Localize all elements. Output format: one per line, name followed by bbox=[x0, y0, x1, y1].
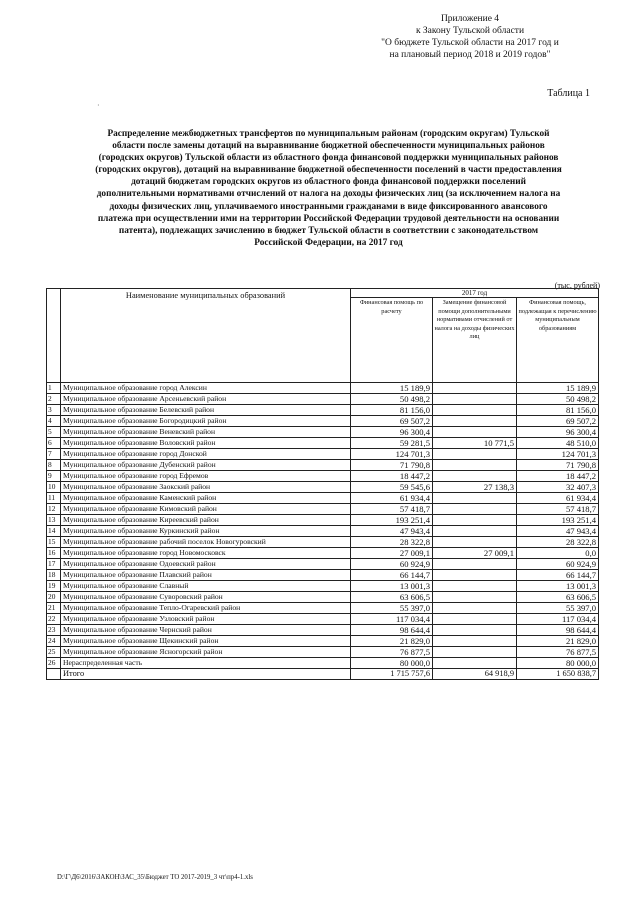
value-transfer: 66 144,7 bbox=[517, 570, 599, 581]
value-calculated: 55 397,0 bbox=[351, 603, 433, 614]
value-calculated: 28 322,8 bbox=[351, 537, 433, 548]
value-replacement bbox=[433, 515, 517, 526]
value-calculated: 50 498,2 bbox=[351, 394, 433, 405]
table-row bbox=[47, 559, 599, 570]
row-index: 22 bbox=[47, 614, 61, 625]
table-row bbox=[47, 515, 599, 526]
value-calculated: 76 877,5 bbox=[351, 647, 433, 658]
column-c-header: Финансовая помощь, подлежащая к перечислению муниципальным образованиям bbox=[517, 298, 599, 383]
municipality-name: Муниципальное образование Богородицкий район bbox=[61, 416, 351, 427]
row-index: 26 bbox=[47, 658, 61, 669]
value-calculated: 59 281,5 bbox=[351, 438, 433, 449]
table-row bbox=[47, 504, 599, 515]
table-row bbox=[47, 647, 599, 658]
table-row bbox=[47, 416, 599, 427]
total-replacement: 64 918,9 bbox=[433, 669, 517, 680]
table-row bbox=[47, 383, 599, 394]
municipality-name: Муниципальное образование Тепло-Огаревский район bbox=[61, 603, 351, 614]
row-index: 6 bbox=[47, 438, 61, 449]
table-row bbox=[47, 526, 599, 537]
value-calculated: 59 545,6 bbox=[351, 482, 433, 493]
value-replacement bbox=[433, 559, 517, 570]
row-index: 13 bbox=[47, 515, 61, 526]
table-row bbox=[47, 460, 599, 471]
year-header: 2017 год bbox=[351, 289, 599, 298]
value-transfer: 48 510,0 bbox=[517, 438, 599, 449]
row-index: 15 bbox=[47, 537, 61, 548]
value-calculated: 193 251,4 bbox=[351, 515, 433, 526]
municipality-name: Муниципальное образование Узловский район bbox=[61, 614, 351, 625]
value-calculated: 18 447,2 bbox=[351, 471, 433, 482]
document-title bbox=[56, 128, 601, 249]
value-calculated: 60 924,9 bbox=[351, 559, 433, 570]
municipality-name: Муниципальное образование город Алексин bbox=[61, 383, 351, 394]
row-index: 10 bbox=[47, 482, 61, 493]
table-row bbox=[47, 603, 599, 614]
row-index: 17 bbox=[47, 559, 61, 570]
row-index: 14 bbox=[47, 526, 61, 537]
value-calculated: 98 644,4 bbox=[351, 625, 433, 636]
title-line: дополнительными нормативами отчислений от налога на доходы физических лиц (за исключением налога на bbox=[96, 189, 561, 200]
value-transfer: 28 322,8 bbox=[517, 537, 599, 548]
row-index: 7 bbox=[47, 449, 61, 460]
municipality-name: Муниципальное образование Заокский район bbox=[61, 482, 351, 493]
value-calculated: 13 001,3 bbox=[351, 581, 433, 592]
municipality-name: Муниципальное образование Веневский район bbox=[61, 427, 351, 438]
value-transfer: 193 251,4 bbox=[517, 515, 599, 526]
value-transfer: 15 189,9 bbox=[517, 383, 599, 394]
municipality-name: Муниципальное образование Дубенский район bbox=[61, 460, 351, 471]
file-path: D:\Г\Д6\2016\ЗАКОН\ЗАС_35\Бюджет ТО 2017-2019_3 чт\пр4-1.xls bbox=[57, 874, 253, 881]
value-calculated: 61 934,4 bbox=[351, 493, 433, 504]
row-index: 18 bbox=[47, 570, 61, 581]
row-index: 11 bbox=[47, 493, 61, 504]
stray-mark: · bbox=[97, 101, 100, 110]
total-calculated: 1 715 757,6 bbox=[351, 669, 433, 680]
value-transfer: 60 924,9 bbox=[517, 559, 599, 570]
value-replacement: 10 771,5 bbox=[433, 438, 517, 449]
table-row bbox=[47, 658, 599, 669]
row-index: 19 bbox=[47, 581, 61, 592]
table-row bbox=[47, 625, 599, 636]
municipality-name: Нераспределенная часть bbox=[61, 658, 351, 669]
value-replacement bbox=[433, 636, 517, 647]
row-index: 1 bbox=[47, 383, 61, 394]
municipality-name: Муниципальное образование Щекинский район bbox=[61, 636, 351, 647]
municipality-name: Муниципальное образование Одоевский район bbox=[61, 559, 351, 570]
value-calculated: 66 144,7 bbox=[351, 570, 433, 581]
value-transfer: 55 397,0 bbox=[517, 603, 599, 614]
value-replacement bbox=[433, 592, 517, 603]
title-line: (городских округов), дотаций на выравнивание бюджетной обеспеченности поселений в части предоставления bbox=[95, 165, 562, 176]
appendix-header bbox=[360, 13, 580, 61]
total-label: Итого bbox=[61, 669, 351, 680]
row-index: 23 bbox=[47, 625, 61, 636]
value-replacement bbox=[433, 504, 517, 515]
value-calculated: 117 034,4 bbox=[351, 614, 433, 625]
municipality-name: Муниципальное образование Каменский район bbox=[61, 493, 351, 504]
value-replacement bbox=[433, 603, 517, 614]
value-transfer: 98 644,4 bbox=[517, 625, 599, 636]
value-replacement bbox=[433, 471, 517, 482]
units-label: (тыс. рублей) bbox=[554, 281, 600, 290]
value-replacement bbox=[433, 570, 517, 581]
table-row bbox=[47, 537, 599, 548]
total-row bbox=[47, 669, 599, 680]
value-transfer: 61 934,4 bbox=[517, 493, 599, 504]
value-calculated: 96 300,4 bbox=[351, 427, 433, 438]
table-row bbox=[47, 493, 599, 504]
value-calculated: 80 000,0 bbox=[351, 658, 433, 669]
municipality-name: Муниципальное образование Куркинский район bbox=[61, 526, 351, 537]
row-index: 2 bbox=[47, 394, 61, 405]
value-transfer: 76 877,5 bbox=[517, 647, 599, 658]
value-replacement: 27 138,3 bbox=[433, 482, 517, 493]
row-index bbox=[47, 669, 61, 680]
row-index: 5 bbox=[47, 427, 61, 438]
value-calculated: 124 701,3 bbox=[351, 449, 433, 460]
table-body bbox=[47, 383, 599, 680]
value-replacement bbox=[433, 647, 517, 658]
total-transfer: 1 650 838,7 bbox=[517, 669, 599, 680]
municipality-name: Муниципальное образование город Ефремов bbox=[61, 471, 351, 482]
title-line: дотаций бюджетам городских округов из областного фонда финансовой поддержки поселений bbox=[131, 177, 526, 188]
value-replacement bbox=[433, 427, 517, 438]
value-transfer: 63 606,5 bbox=[517, 592, 599, 603]
value-transfer: 71 790,8 bbox=[517, 460, 599, 471]
row-index: 20 bbox=[47, 592, 61, 603]
title-line: Российской Федерации, на 2017 год bbox=[254, 237, 403, 248]
value-replacement bbox=[433, 405, 517, 416]
row-index: 9 bbox=[47, 471, 61, 482]
municipality-name: Муниципальное образование Арсеньевский район bbox=[61, 394, 351, 405]
municipality-name: Муниципальное образование Белевский район bbox=[61, 405, 351, 416]
value-calculated: 15 189,9 bbox=[351, 383, 433, 394]
table-row bbox=[47, 482, 599, 493]
title-line: платежа при осуществлении ими на территории Российской Федерации трудовой деятельности на основании bbox=[97, 213, 560, 224]
value-transfer: 57 418,7 bbox=[517, 504, 599, 515]
value-transfer: 124 701,3 bbox=[517, 449, 599, 460]
table-row bbox=[47, 438, 599, 449]
row-index: 24 bbox=[47, 636, 61, 647]
value-calculated: 71 790,8 bbox=[351, 460, 433, 471]
value-transfer: 21 829,0 bbox=[517, 636, 599, 647]
table-row bbox=[47, 592, 599, 603]
value-replacement bbox=[433, 383, 517, 394]
title-line: доходы физических лиц, уплачиваемого иностранными гражданами в виде фиксированного авансового bbox=[109, 201, 548, 212]
row-index: 3 bbox=[47, 405, 61, 416]
row-index: 8 bbox=[47, 460, 61, 471]
row-index: 16 bbox=[47, 548, 61, 559]
appendix-line: "О бюджете Тульской области на 2017 год и bbox=[381, 38, 559, 48]
municipality-name: Муниципальное образование город Новомосковск bbox=[61, 548, 351, 559]
table-row bbox=[47, 548, 599, 559]
value-transfer: 47 943,4 bbox=[517, 526, 599, 537]
municipality-name: Муниципальное образование рабочий поселок Новогуровский bbox=[61, 537, 351, 548]
municipality-name: Муниципальное образование Чернский район bbox=[61, 625, 351, 636]
row-index: 12 bbox=[47, 504, 61, 515]
municipality-name: Муниципальное образование Плавский район bbox=[61, 570, 351, 581]
table-row bbox=[47, 581, 599, 592]
index-header bbox=[47, 289, 61, 383]
value-transfer: 117 034,4 bbox=[517, 614, 599, 625]
value-replacement bbox=[433, 460, 517, 471]
table-row bbox=[47, 427, 599, 438]
value-replacement bbox=[433, 614, 517, 625]
value-replacement: 27 009,1 bbox=[433, 548, 517, 559]
municipality-name: Муниципальное образование Ясногорский район bbox=[61, 647, 351, 658]
value-replacement bbox=[433, 449, 517, 460]
value-transfer: 96 300,4 bbox=[517, 427, 599, 438]
title-line: (городских округов) Тульской области из областного фонда финансовой поддержки муниципальных районов bbox=[98, 153, 559, 164]
table-row bbox=[47, 471, 599, 482]
value-calculated: 63 606,5 bbox=[351, 592, 433, 603]
transfers-table bbox=[46, 288, 599, 680]
value-replacement bbox=[433, 581, 517, 592]
table-row bbox=[47, 449, 599, 460]
table-row bbox=[47, 405, 599, 416]
value-transfer: 81 156,0 bbox=[517, 405, 599, 416]
value-replacement bbox=[433, 658, 517, 669]
appendix-line: Приложение 4 bbox=[440, 14, 500, 24]
municipality-name: Муниципальное образование Славный bbox=[61, 581, 351, 592]
municipality-name: Муниципальное образование Кимовский район bbox=[61, 504, 351, 515]
value-calculated: 57 418,7 bbox=[351, 504, 433, 515]
value-replacement bbox=[433, 394, 517, 405]
value-transfer: 32 407,3 bbox=[517, 482, 599, 493]
row-index: 4 bbox=[47, 416, 61, 427]
value-replacement bbox=[433, 416, 517, 427]
table-row bbox=[47, 570, 599, 581]
value-replacement bbox=[433, 493, 517, 504]
value-transfer: 69 507,2 bbox=[517, 416, 599, 427]
table-number: Таблица 1 bbox=[547, 88, 590, 99]
row-index: 21 bbox=[47, 603, 61, 614]
row-index: 25 bbox=[47, 647, 61, 658]
title-line: патента), подлежащих зачислению в бюджет Тульской области в соответствии с законодательством bbox=[118, 225, 539, 236]
name-column-header: Наименование муниципальных образований bbox=[61, 289, 351, 383]
value-calculated: 81 156,0 bbox=[351, 405, 433, 416]
table-row bbox=[47, 636, 599, 647]
title-line: области после замены дотаций на выравнивание бюджетной обеспеченности муниципальных районов bbox=[112, 141, 545, 152]
appendix-line: на плановый период 2018 и 2019 годов" bbox=[389, 50, 551, 60]
value-replacement bbox=[433, 625, 517, 636]
value-transfer: 80 000,0 bbox=[517, 658, 599, 669]
value-replacement bbox=[433, 526, 517, 537]
value-transfer: 13 001,3 bbox=[517, 581, 599, 592]
municipality-name: Муниципальное образование город Донской bbox=[61, 449, 351, 460]
table-row bbox=[47, 394, 599, 405]
value-calculated: 47 943,4 bbox=[351, 526, 433, 537]
appendix-line: к Закону Тульской области bbox=[415, 26, 525, 36]
table-row bbox=[47, 614, 599, 625]
municipality-name: Муниципальное образование Киреевский район bbox=[61, 515, 351, 526]
value-replacement bbox=[433, 537, 517, 548]
column-a-header: Финансовая помощь по расчету bbox=[351, 298, 433, 383]
value-calculated: 21 829,0 bbox=[351, 636, 433, 647]
municipality-name: Муниципальное образование Воловский район bbox=[61, 438, 351, 449]
value-transfer: 0,0 bbox=[517, 548, 599, 559]
value-transfer: 50 498,2 bbox=[517, 394, 599, 405]
value-calculated: 69 507,2 bbox=[351, 416, 433, 427]
column-b-header: Замещение финансовой помощи дополнительными нормативами отчислений от налога на доходы физических лиц bbox=[433, 298, 517, 383]
value-transfer: 18 447,2 bbox=[517, 471, 599, 482]
title-line: Распределение межбюджетных трансфертов по муниципальным районам (городским округам) Тульской bbox=[107, 129, 550, 139]
municipality-name: Муниципальное образование Суворовский район bbox=[61, 592, 351, 603]
value-calculated: 27 009,1 bbox=[351, 548, 433, 559]
